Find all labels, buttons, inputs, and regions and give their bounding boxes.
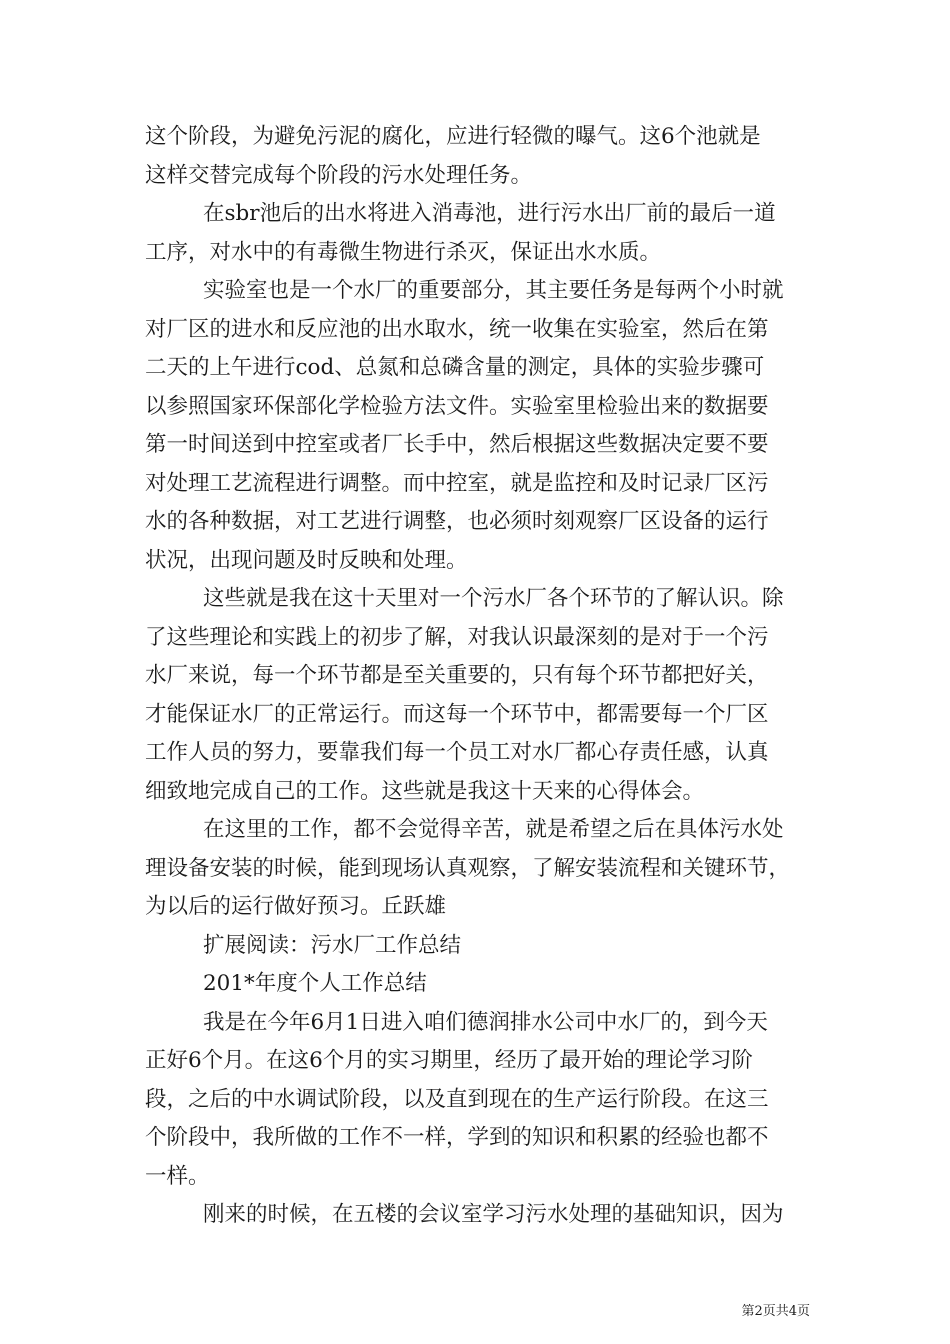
text-line: 工作人员的努力，要靠我们每一个员工对水厂都心存责任感，认真: [145, 740, 769, 765]
paragraph-start-line: 在sbr池后的出水将进入消毒池，进行污水出厂前的最后一道: [203, 201, 776, 226]
text-line: 这个阶段，为避免污泥的腐化，应进行轻微的曝气。这6个池就是: [145, 124, 761, 149]
text-line: 状况，出现问题及时反映和处理。: [145, 547, 468, 573]
text-line: 第一时间送到中控室或者厂长手中，然后根据这些数据决定要不要: [145, 432, 769, 457]
text-line: 理设备安装的时候，能到现场认真观察，了解安装流程和关键环节，: [145, 855, 791, 881]
text-line: 这样交替完成每个阶段的污水处理任务。: [145, 162, 533, 188]
text-line: 水厂来说，每一个环节都是至关重要的，只有每个环节都把好关，: [145, 663, 769, 688]
document-body: [145, 118, 810, 1235]
text-line: 了这些理论和实践上的初步了解，对我认识最深刻的是对于一个污: [145, 624, 769, 650]
paragraph-start-line: 实验室也是一个水厂的重要部分，其主要任务是每两个小时就: [203, 278, 784, 303]
text-line: 对处理工艺流程进行调整。而中控室，就是监控和及时记录厂区污: [145, 470, 769, 496]
page-number-footer: 第2页共4页: [741, 1304, 810, 1319]
text-line: 对厂区的进水和反应池的出水取水，统一收集在实验室，然后在第: [145, 316, 769, 342]
text-line: 一样。: [145, 1163, 210, 1189]
section-heading-line: 扩展阅读：污水厂工作总结: [203, 932, 462, 958]
text-line: 正好6个月。在这6个月的实习期里，经历了最开始的理论学习阶: [145, 1048, 753, 1073]
text-line: 细致地完成自己的工作。这些就是我这十天来的心得体会。: [145, 778, 705, 804]
section-heading-line: 201*年度个人工作总结: [203, 971, 427, 996]
paragraph-start-line: 刚来的时候，在五楼的会议室学习污水处理的基础知识，因为: [203, 1202, 784, 1227]
paragraph-start-line: 这些就是我在这十天里对一个污水厂各个环节的了解认识。除: [203, 586, 784, 611]
text-line: 段，之后的中水调试阶段，以及直到现在的生产运行阶段。在这三: [145, 1086, 769, 1112]
text-line: 水的各种数据，对工艺进行调整，也必须时刻观察厂区设备的运行: [145, 509, 769, 534]
text-line: 才能保证水厂的正常运行。而这每一个环节中，都需要每一个厂区: [145, 701, 769, 727]
text-line: 个阶段中，我所做的工作不一样，学到的知识和积累的经验也都不: [145, 1125, 769, 1150]
paragraph-start-line: 在这里的工作，都不会觉得辛苦，就是希望之后在具体污水处: [203, 817, 784, 842]
text-line: 以参照国家环保部化学检验方法文件。实验室里检验出来的数据要: [145, 393, 769, 419]
paragraph-start-line: 我是在今年6月1日进入咱们德润排水公司中水厂的，到今天: [203, 1009, 768, 1035]
text-line: 二天的上午进行cod、总氮和总磷含量的测定，具体的实验步骤可: [145, 355, 765, 380]
text-line: 工序，对水中的有毒微生物进行杀灭，保证出水水质。: [145, 239, 662, 265]
text-line: 为以后的运行做好预习。丘跃雄: [145, 894, 447, 919]
